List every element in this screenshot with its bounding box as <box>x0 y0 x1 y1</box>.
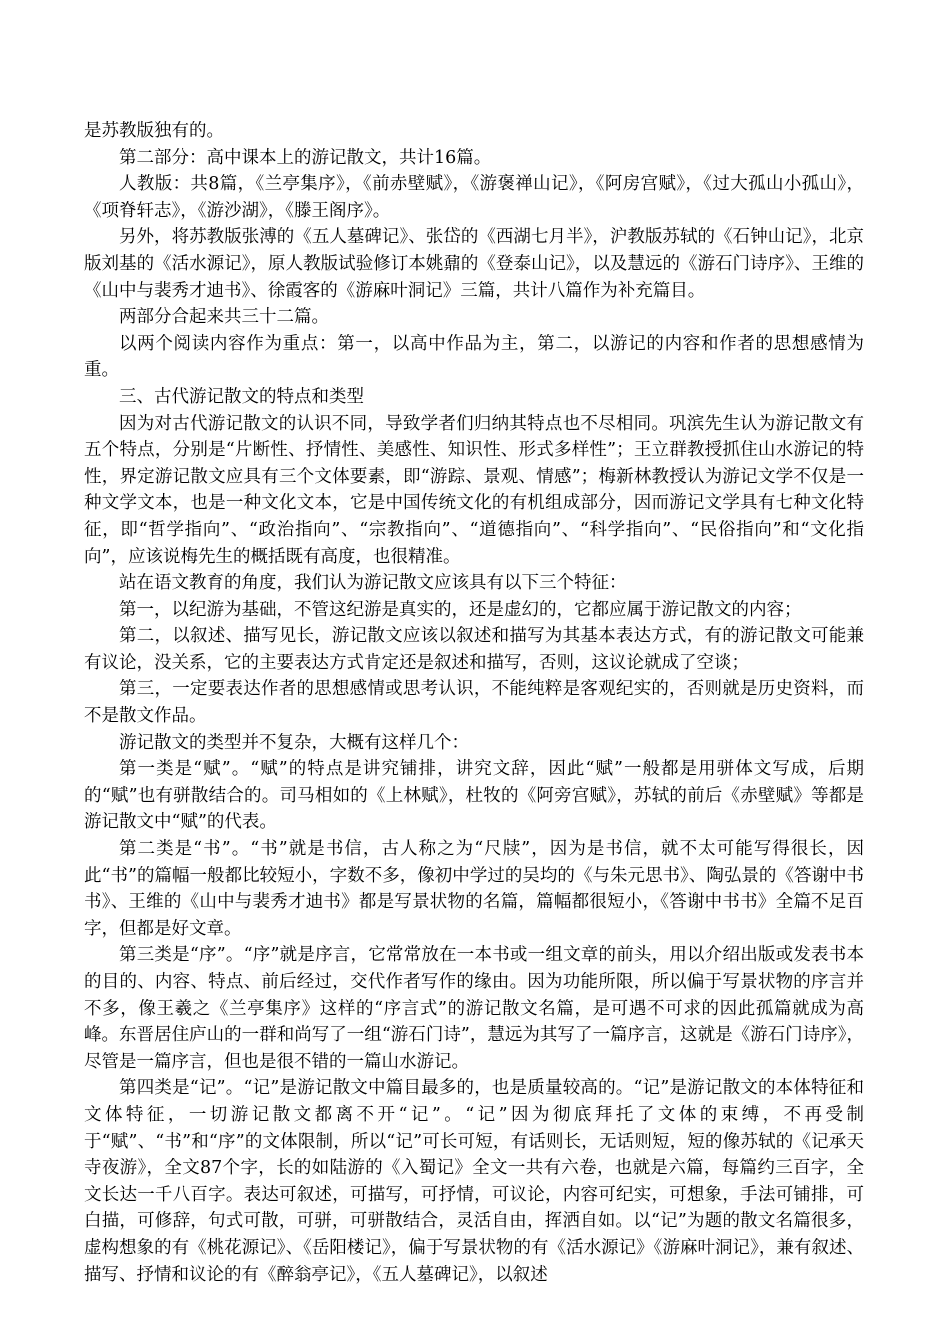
paragraph-15: 第二类是“书”。“书”就是书信，古人称之为“尺牍”，因为是书信，就不太可能写得很长，因此“书”的篇幅一般都比较短小，字数不多，像初中学过的吴均的《与朱元思书》、陶弘景的《答谢中书书》、王维的《山中与裴秀才迪书》都是写景状物的名篇，篇幅都很短小，《答谢中书书》全篇不足百字，但都是好文章。 <box>84 839 864 939</box>
paragraph-5: 两部分合起来共三十二篇。 <box>119 307 329 328</box>
paragraph-13: 游记散文的类型并不复杂，大概有这样几个： <box>119 732 469 753</box>
paragraph-8: 因为对古代游记散文的认识不同，导致学者们归纳其特点也不尽相同。巩滨先生认为游记散文有五个特点，分别是“片断性、抒情性、美感性、知识性、形式多样性”；王立群教授抓住山水游记的特性，界定游记散文应具有三个文体要素，即“游踪、景观、情感”；梅新林教授认为游记文学不仅是一种文学文本，也是一种文化文本，它是中国传统文化的有机组成部分，因而游记文学具有七种文化特征，即“哲学指向”、“政治指向”、“宗教指向”、“道德指向”、“科学指向”、“民俗指向”和“文化指向”，应该说梅先生的概括既有高度，也很精准。 <box>84 413 864 567</box>
paragraph-10: 第一，以纪游为基础，不管这纪游是真实的，还是虚幻的，它都应属于游记散文的内容； <box>119 599 802 620</box>
paragraph-14: 第一类是“赋”。“赋”的特点是讲究铺排，讲究文辞，因此“赋”一般都是用骈体文写成，后期的“赋”也有骈散结合的。司马相如的《上林赋》，杜牧的《阿旁宫赋》，苏轼的前后《赤壁赋》等都是游记散文中“赋”的代表。 <box>84 759 864 833</box>
paragraph-16: 第三类是“序”。“序”就是序言，它常常放在一本书或一组文章的前头，用以介绍出版或发表书本的目的、内容、特点、前后经过，交代作者写作的缘由。因为功能所限，所以偏于写景状物的序言并不多，像王羲之《兰亭集序》这样的“序言式”的游记散文名篇，是可遇不可求的因此孤篇就成为高峰。东晋居住庐山的一群和尚写了一组“游石门诗”，慧远为其写了一篇序言，这就是《游石门诗序》，尽管是一篇序言，但也是很不错的一篇山水游记。 <box>84 945 864 1072</box>
paragraph-2: 第二部分：高中课本上的游记散文，共计16篇。 <box>119 147 492 168</box>
paragraph-9: 站在语文教育的角度，我们认为游记散文应该具有以下三个特征： <box>119 573 627 594</box>
document-body <box>84 118 864 1288</box>
paragraph-1: 是苏教版独有的。 <box>84 121 224 141</box>
paragraph-11: 第二，以叙述、描写见长，游记散文应该以叙述和描写为其基本表达方式，有的游记散文可能兼有议论，没关系，它的主要表达方式肯定还是叙述和描写，否则，这议论就成了空谈； <box>84 626 864 673</box>
paragraph-12: 第三，一定要表达作者的思想感情或思考认识，不能纯粹是客观纪实的，否则就是历史资料，而不是散文作品。 <box>84 679 864 727</box>
paragraph-3: 人教版：共8篇，《兰亭集序》，《前赤壁赋》，《游褒禅山记》，《阿房宫赋》，《过大孤山小孤山》，《项脊轩志》，《游沙湖》，《滕王阁序》。 <box>84 174 864 221</box>
paragraph-6: 以两个阅读内容作为重点：第一，以高中作品为主，第二，以游记的内容和作者的思想感情为重。 <box>84 333 864 381</box>
section-heading: 三、古代游记散文的特点和类型 <box>119 386 364 407</box>
paragraph-4: 另外，将苏教版张溥的《五人墓碑记》、张岱的《西湖七月半》，沪教版苏轼的《石钟山记》，北京版刘基的《活水源记》，原人教版试验修订本姚鼐的《登泰山记》，以及慧远的《游石门诗序》、王维的《山中与裴秀才迪书》、徐霞客的《游麻叶洞记》三篇，共计八篇作为补充篇目。 <box>84 227 864 301</box>
paragraph-17: 第四类是“记”。“记”是游记散文中篇目最多的，也是质量较高的。“记”是游记散文的本体特征和文体特征，一切游记散文都离不开“记”。“记”因为彻底拜托了文体的束缚，不再受制于“赋”、“书”和“序”的文体限制，所以“记”可长可短，有话则长，无话则短，短的像苏轼的《记承天寺夜游》，全文87个字，长的如陆游的《入蜀记》全文一共有六卷，也就是六篇，每篇约三百字，全文长达一千八百字。表达可叙述，可描写，可抒情，可议论，内容可纪实，可想象，手法可铺排，可白描，可修辞，句式可散，可骈，可骈散结合，灵活自由，挥洒自如。以“记”为题的散文名篇很多，虚构想象的有《桃花源记》、《岳阳楼记》，偏于写景状物的有《活水源记》《游麻叶洞记》，兼有叙述、描写、抒情和议论的有《醉翁亭记》，《五人墓碑记》，以叙述 <box>84 1078 864 1285</box>
